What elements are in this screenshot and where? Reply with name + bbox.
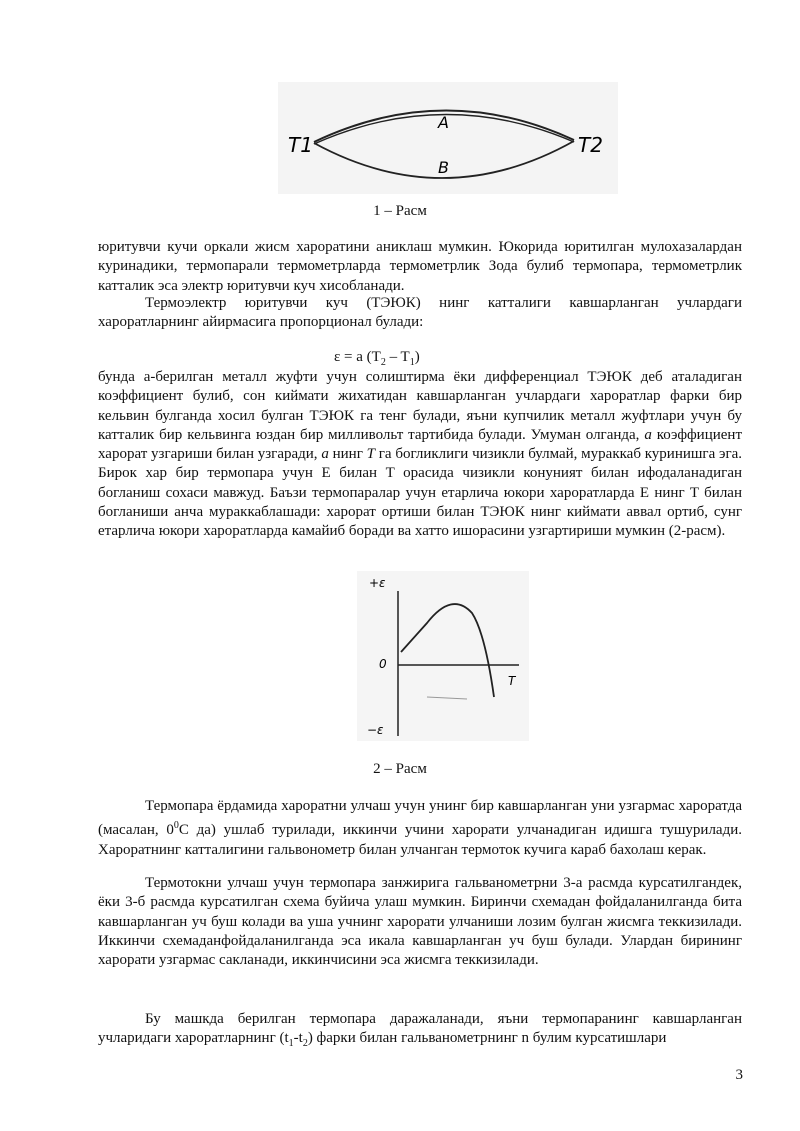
label-zero: 0 xyxy=(379,657,387,671)
label-a: A xyxy=(438,113,449,132)
faint-dash xyxy=(427,697,467,699)
paragraph-2: Термоэлектр юритувчи куч (ТЭЮК) нинг катталиги кавшарланган учлардаги хароратларнинг айирмасига пропорционал булади: xyxy=(98,295,742,331)
paragraph-1: юритувчи кучи оркали жисм хароратини аниклаш мумкин. Юкорида юритилган мулохазалардан куринадики, термопарали термометрларда термометрлик Зода булиб термопара, термометрлик катталик эса электр юритувчи куч хисобланади. xyxy=(98,239,742,294)
figure-2-emf-temperature-graph xyxy=(357,571,529,741)
figure-2-caption: 2 – Расм xyxy=(373,761,427,777)
formula-emf: ε = a $(T_2 - T_1)$ xyxy=(334,349,420,368)
label-t2: T2 xyxy=(578,133,603,157)
label-plus-e: +ε xyxy=(369,576,386,590)
figure-1-thermocouple-diagram xyxy=(278,82,618,194)
figure-1-caption: 1 – Расм xyxy=(373,203,427,219)
paragraph-3: бунда a-берилган металл жуфти учун солиштирма ёки дифференциал ТЭЮК деб аталадиган коэффициент булиб, сон киймати жихатидан кавшарланган учлардаги хароратлар фарки бир кельвин булганда хосил булган ТЭЮК га тенг булади, яъни купчилик металл жуфтлари учун бу катталик бир кельвинга юздан бир милливольт тартибида булади. Умуман олганда, a коэффициент харорат узгариши билан узгаради, a нинг T га богликлиги чизикли булмай, мураккаб куринишга эга. Бирок хар бир термопара учун E билан T орасида чизикли конуният билан ифодаланадиган богланиш сохаси мавжуд. Баъзи термопаралар учун етарлича юкори хароратларда E нинг T билан богланиши анча мураккаблашади: харорат ортиши билан ТЭЮК нинг киймати аввал ортиб, сунг етарлича юкори хароратларда камайиб боради ва хатто ишорасини узгартириши мумкин (2-расм). xyxy=(98,369,743,540)
page-number: 3 xyxy=(735,1067,743,1083)
paragraph-4: Термопара ёрдамида хароратни улчаш учун унинг бир кавшарланган уни узгармас хароратда (масалан, $0^0С$ да) ушлаб турилади, иккинчи учини харорати улчанадиган идишга тушурилади. Хароратнинг катталигини гальвонометр билан улчанган термоток кучига караб бахолаш керак. xyxy=(98,798,742,858)
label-t-axis: T xyxy=(508,674,516,688)
paragraph-5: Термотокни улчаш учун термопара занжирига гальванометрни 3-а расмда курсатилгандек, ёки 3-б расмда курсатилган схема буйича улаш мумкин. Биринчи схемадан фойдаланилганда бита кавшарланган уч буш колади ва уша учнинг харорати улчаниши лозим булган жисмга теккизилади. Иккинчи схемаданфойдаланилганда эса икала кавшарланган уч буш булади. Улардан бирининг харорати узгармас сакланади, иккинчисини эса жисмга теккизилади. xyxy=(98,875,742,969)
paragraph-6: Бу машкда берилган термопара даражаланади, яъни термопаранинг кавшарланган учларидаги хароратларнинг $(t_1-t_2)$ фарки билан гальванометрнинг n булим курсатишлари xyxy=(98,1011,742,1050)
label-b: B xyxy=(438,158,449,177)
label-minus-e: −ε xyxy=(367,723,384,737)
emf-curve xyxy=(401,604,494,697)
label-t1: T1 xyxy=(288,133,313,157)
